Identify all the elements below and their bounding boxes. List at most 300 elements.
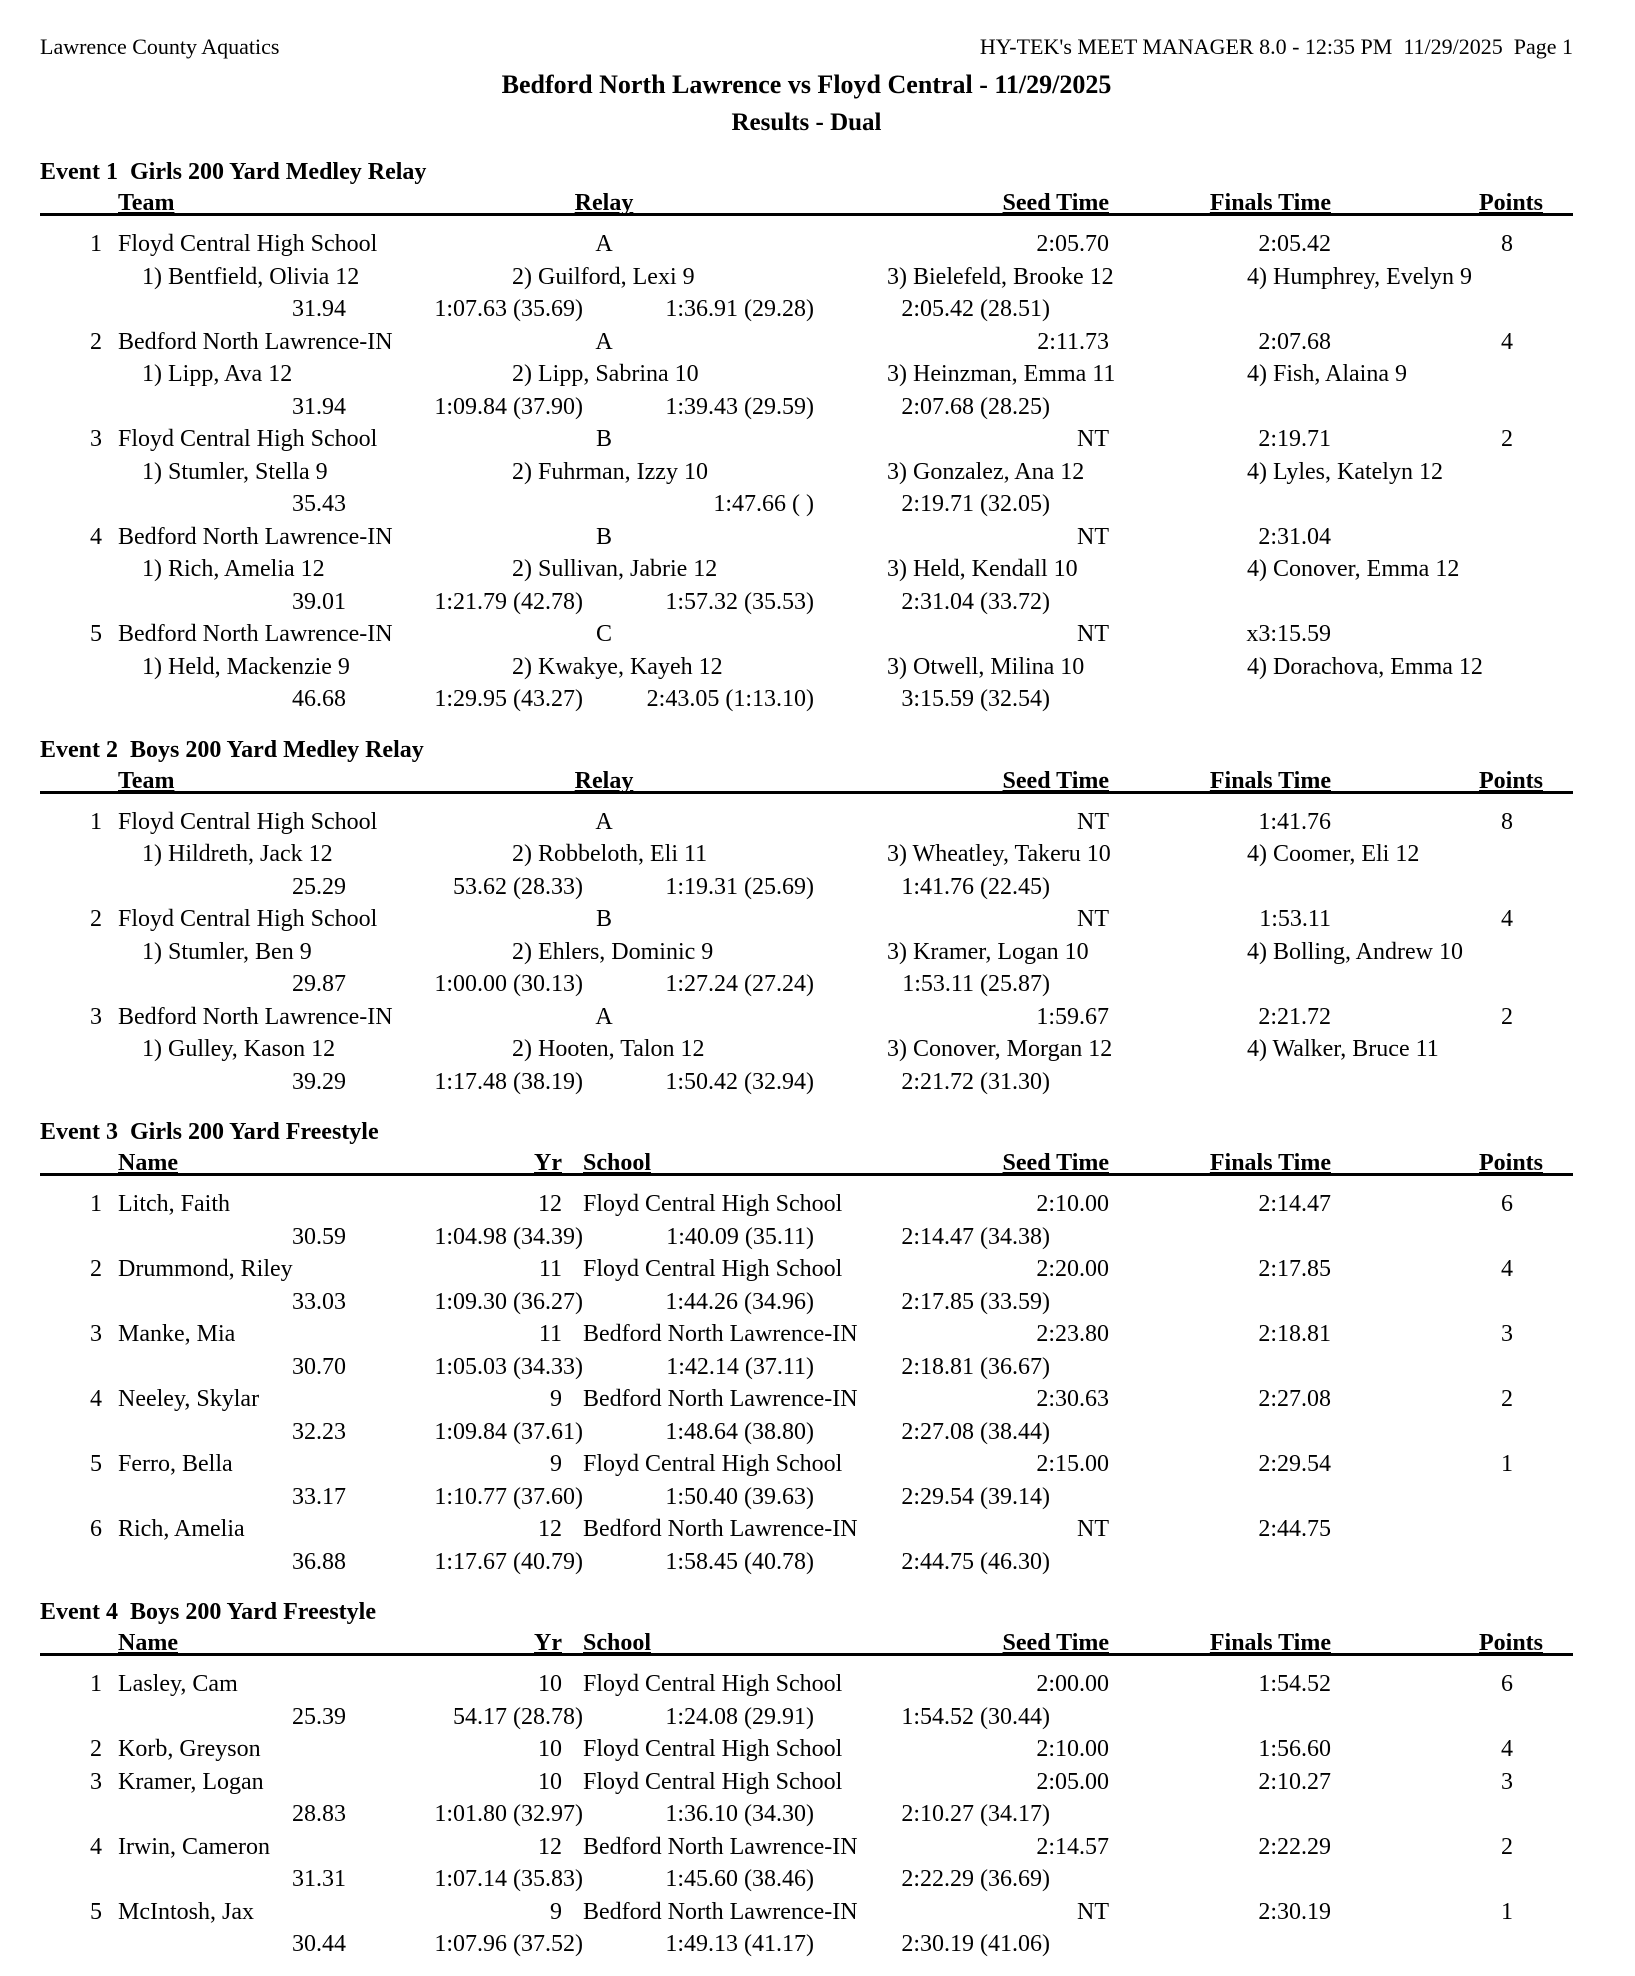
splits-row — [40, 1546, 1573, 1579]
finals-time: 1:53.11 — [1259, 906, 1331, 932]
split-time: 36.88 — [292, 1548, 346, 1575]
split-time: 2:05.42 (28.51) — [901, 296, 1050, 322]
split-time: 1:36.91 (29.28) — [665, 296, 814, 322]
points-value: 1 — [1501, 1451, 1513, 1477]
relay-swimmers-row — [40, 358, 1573, 391]
points-value: 2 — [1501, 1386, 1513, 1412]
col-header-yr: Yr — [534, 1150, 562, 1176]
points-value: 6 — [1501, 1191, 1513, 1217]
relay-swimmer-name: 4) Dorachova, Emma 12 — [1247, 653, 1483, 680]
split-time: 1:39.43 (29.59) — [665, 393, 814, 420]
split-time: 31.31 — [292, 1866, 346, 1892]
swimmer-name: McIntosh, Jax — [118, 1898, 254, 1925]
relay-swimmers-row — [40, 261, 1573, 294]
relay-swimmers-row — [40, 838, 1573, 871]
splits-row — [40, 1221, 1573, 1254]
finals-time: 2:07.68 — [1258, 328, 1331, 355]
individual-result-row — [40, 1896, 1573, 1929]
col-header-team: Team — [118, 767, 175, 794]
seed-time: 2:15.00 — [1036, 1451, 1109, 1477]
relay-swimmers-row — [40, 456, 1573, 489]
split-time: 2:07.68 (28.25) — [901, 393, 1050, 420]
team-name: Floyd Central High School — [118, 906, 378, 932]
split-time: 1:09.84 (37.90) — [434, 393, 583, 420]
splits-row — [40, 683, 1573, 716]
relay-result-row — [40, 326, 1573, 359]
relay-swimmer-name: 3) Bielefeld, Brooke 12 — [887, 263, 1114, 290]
col-header-points: Points — [1478, 767, 1543, 794]
swimmer-year: 9 — [550, 1386, 562, 1412]
split-time: 28.83 — [292, 1801, 346, 1827]
points-value: 2 — [1501, 426, 1513, 452]
finals-time: 1:56.60 — [1258, 1736, 1331, 1762]
relay-letter: A — [595, 1003, 613, 1030]
col-header-points: Points — [1478, 1630, 1543, 1656]
team-name: Floyd Central High School — [118, 231, 378, 257]
individual-result-row — [40, 1448, 1573, 1481]
split-time: 1:24.08 (29.91) — [665, 1703, 814, 1730]
seed-time: NT — [1077, 808, 1109, 835]
split-time: 39.29 — [292, 1068, 346, 1095]
relay-swimmer-name: 2) Hooten, Talon 12 — [512, 1036, 705, 1062]
split-time: 2:18.81 (36.67) — [901, 1353, 1050, 1380]
relay-result-row — [40, 1001, 1573, 1034]
finals-time: 2:05.42 — [1258, 231, 1331, 257]
seed-time: NT — [1077, 1898, 1109, 1925]
swimmer-name: Drummond, Riley — [118, 1256, 293, 1282]
individual-result-row — [40, 1733, 1573, 1766]
points-value: 2 — [1501, 1833, 1513, 1860]
relay-swimmer-name: 2) Ehlers, Dominic 9 — [512, 938, 714, 965]
relay-swimmer-name: 1) Bentfield, Olivia 12 — [142, 263, 360, 290]
swimmer-year: 10 — [538, 1768, 562, 1795]
swimmer-name: Irwin, Cameron — [118, 1833, 270, 1860]
finals-time: 2:10.27 — [1258, 1768, 1331, 1795]
results-header-row — [40, 190, 1573, 216]
relay-swimmer-name: 4) Coomer, Eli 12 — [1247, 841, 1420, 867]
split-time: 1:36.10 (34.30) — [665, 1801, 814, 1827]
team-name: Bedford North Lawrence-IN — [118, 621, 393, 647]
split-time: 30.44 — [292, 1931, 346, 1957]
place-number: 1 — [90, 1671, 102, 1697]
finals-time: 2:22.29 — [1258, 1833, 1331, 1860]
split-time: 1:58.45 (40.78) — [665, 1548, 814, 1575]
relay-letter: A — [595, 231, 613, 257]
relay-swimmer-name: 4) Fish, Alaina 9 — [1247, 361, 1407, 387]
split-time: 1:17.48 (38.19) — [434, 1068, 583, 1095]
relay-swimmer-name: 1) Hildreth, Jack 12 — [142, 841, 333, 867]
place-number: 1 — [90, 231, 102, 257]
swimmer-name: Neeley, Skylar — [118, 1386, 260, 1412]
seed-time: 2:30.63 — [1036, 1386, 1109, 1412]
event-title: Event 4 Boys 200 Yard Freestyle — [40, 1599, 376, 1625]
split-time: 1:50.42 (32.94) — [665, 1068, 814, 1095]
relay-swimmers-row — [40, 651, 1573, 684]
team-name: Bedford North Lawrence-IN — [118, 1003, 393, 1030]
split-time: 1:09.30 (36.27) — [434, 1288, 583, 1315]
points-value: 6 — [1501, 1671, 1513, 1697]
split-time: 33.03 — [292, 1288, 346, 1315]
splits-row — [40, 968, 1573, 1001]
event-title: Event 1 Girls 200 Yard Medley Relay — [40, 159, 427, 185]
event-title: Event 2 Boys 200 Yard Medley Relay — [40, 736, 424, 763]
split-time: 46.68 — [292, 686, 346, 712]
col-header-yr: Yr — [534, 1630, 562, 1656]
col-header-name: Name — [118, 1150, 178, 1176]
place-number: 5 — [90, 621, 102, 647]
relay-swimmer-name: 2) Kwakye, Kayeh 12 — [512, 653, 723, 680]
results-header-row — [40, 768, 1573, 794]
seed-time: NT — [1077, 1516, 1109, 1542]
split-time: 1:48.64 (38.80) — [665, 1418, 814, 1445]
seed-time: 2:20.00 — [1036, 1256, 1109, 1282]
relay-swimmer-name: 2) Guilford, Lexi 9 — [512, 263, 695, 290]
swimmer-year: 12 — [538, 1833, 562, 1860]
splits-row — [40, 1351, 1573, 1384]
split-time: 33.17 — [292, 1483, 346, 1510]
swimmer-name: Kramer, Logan — [118, 1768, 264, 1795]
split-time: 25.29 — [292, 873, 346, 900]
split-time: 1:53.11 (25.87) — [902, 971, 1050, 997]
split-time: 1:10.77 (37.60) — [434, 1483, 583, 1510]
split-time: 1:44.26 (34.96) — [665, 1288, 814, 1315]
swimmer-year: 10 — [538, 1671, 562, 1697]
col-header-team: Team — [118, 190, 175, 216]
points-value: 8 — [1501, 231, 1513, 257]
split-time: 2:10.27 (34.17) — [901, 1801, 1050, 1827]
relay-swimmer-name: 1) Stumler, Stella 9 — [142, 458, 328, 485]
relay-swimmer-name: 2) Robbeloth, Eli 11 — [512, 841, 708, 867]
splits-row — [40, 1798, 1573, 1831]
col-header-relay: Relay — [574, 190, 634, 216]
relay-swimmer-name: 1) Lipp, Ava 12 — [142, 361, 293, 387]
split-time: 1:05.03 (34.33) — [434, 1353, 583, 1380]
relay-letter: A — [595, 808, 613, 835]
splits-row — [40, 871, 1573, 904]
school-name: Bedford North Lawrence-IN — [583, 1516, 858, 1542]
split-time: 1:19.31 (25.69) — [665, 873, 814, 900]
relay-result-row — [40, 903, 1573, 936]
relay-result-row — [40, 228, 1573, 261]
splits-row — [40, 293, 1573, 326]
finals-time: 2:31.04 — [1258, 523, 1331, 550]
events-list — [40, 156, 1573, 1961]
finals-time: 2:27.08 — [1258, 1386, 1331, 1412]
finals-time: 2:18.81 — [1258, 1321, 1331, 1347]
split-time: 54.17 (28.78) — [453, 1703, 583, 1730]
split-time: 1:50.40 (39.63) — [665, 1483, 814, 1510]
seed-time: NT — [1077, 621, 1109, 647]
relay-letter: A — [595, 328, 613, 355]
school-name: Floyd Central High School — [583, 1256, 843, 1282]
col-header-school: School — [583, 1630, 652, 1656]
swimmer-year: 11 — [538, 1321, 562, 1347]
split-time: 1:40.09 (35.11) — [666, 1223, 814, 1250]
col-header-finals-time: Finals Time — [1209, 1150, 1331, 1176]
seed-time: 1:59.67 — [1036, 1003, 1109, 1030]
split-time: 53.62 (28.33) — [453, 873, 583, 900]
place-number: 2 — [90, 906, 102, 932]
finals-time: 2:17.85 — [1258, 1256, 1331, 1282]
relay-swimmers-row — [40, 936, 1573, 969]
split-time: 1:17.67 (40.79) — [434, 1548, 583, 1575]
relay-swimmer-name: 4) Lyles, Katelyn 12 — [1247, 458, 1443, 485]
split-time: 1:21.79 (42.78) — [434, 588, 583, 615]
split-time: 35.43 — [292, 491, 346, 517]
team-name: Floyd Central High School — [118, 808, 378, 835]
splits-row — [40, 1066, 1573, 1099]
seed-time: 2:10.00 — [1036, 1736, 1109, 1762]
split-time: 1:07.63 (35.69) — [434, 296, 583, 322]
splits-row — [40, 391, 1573, 424]
swimmer-name: Rich, Amelia — [118, 1516, 245, 1542]
relay-swimmer-name: 3) Gonzalez, Ana 12 — [887, 458, 1085, 485]
split-time: 30.59 — [292, 1223, 346, 1250]
split-time: 1:09.84 (37.61) — [434, 1418, 583, 1445]
col-header-name: Name — [118, 1630, 178, 1656]
report-subtitle: Results - Dual — [731, 109, 882, 136]
split-time: 2:31.04 (33.72) — [901, 588, 1050, 615]
split-time: 2:43.05 (1:13.10) — [646, 686, 814, 712]
split-time: 31.94 — [292, 393, 346, 420]
seed-time: 2:00.00 — [1036, 1671, 1109, 1697]
place-number: 6 — [90, 1516, 102, 1542]
splits-row — [40, 1481, 1573, 1514]
team-name: Floyd Central High School — [118, 426, 378, 452]
relay-swimmer-name: 3) Otwell, Milina 10 — [887, 653, 1085, 680]
split-time: 29.87 — [292, 971, 346, 997]
points-value: 8 — [1501, 808, 1513, 835]
relay-swimmer-name: 3) Held, Kendall 10 — [887, 556, 1078, 582]
seed-time: 2:23.80 — [1036, 1321, 1109, 1347]
swimmer-name: Manke, Mia — [118, 1321, 236, 1347]
swimmer-name: Ferro, Bella — [118, 1451, 233, 1477]
swimmer-year: 9 — [550, 1898, 562, 1925]
finals-time: 2:14.47 — [1258, 1191, 1331, 1217]
event-section — [40, 734, 1573, 1099]
split-time: 2:17.85 (33.59) — [901, 1288, 1050, 1315]
individual-result-row — [40, 1831, 1573, 1864]
split-time: 1:47.66 ( ) — [713, 491, 814, 517]
split-time: 1:01.80 (32.97) — [434, 1801, 583, 1827]
place-number: 2 — [90, 1736, 102, 1762]
finals-time: 2:44.75 — [1258, 1516, 1331, 1542]
swimmer-year: 11 — [538, 1256, 562, 1282]
finals-time: 2:19.71 — [1258, 426, 1331, 452]
place-number: 4 — [90, 523, 102, 550]
place-number: 3 — [90, 1003, 102, 1030]
relay-swimmer-name: 4) Bolling, Andrew 10 — [1247, 938, 1463, 965]
event-title: Event 3 Girls 200 Yard Freestyle — [40, 1119, 379, 1145]
split-time: 2:14.47 (34.38) — [901, 1223, 1050, 1250]
place-number: 5 — [90, 1451, 102, 1477]
software-credit: HY-TEK's MEET MANAGER 8.0 - 12:35 PM 11/29/2025 Page 1 — [979, 34, 1573, 59]
relay-letter: B — [595, 426, 612, 452]
event-section — [40, 1116, 1573, 1578]
relay-letter: B — [595, 906, 612, 932]
individual-result-row — [40, 1766, 1573, 1799]
place-number: 2 — [90, 1256, 102, 1282]
finals-time: 1:41.76 — [1258, 808, 1331, 835]
splits-row — [40, 1286, 1573, 1319]
split-time: 2:22.29 (36.69) — [901, 1866, 1050, 1892]
split-time: 1:29.95 (43.27) — [434, 686, 583, 712]
seed-time: NT — [1077, 906, 1109, 932]
seed-time: 2:11.73 — [1037, 328, 1109, 355]
event-section — [40, 156, 1573, 716]
team-name: Bedford North Lawrence-IN — [118, 523, 393, 550]
split-time: 1:41.76 (22.45) — [901, 873, 1050, 900]
finals-time: 1:54.52 — [1258, 1671, 1331, 1697]
individual-result-row — [40, 1253, 1573, 1286]
swimmer-name: Lasley, Cam — [118, 1671, 238, 1697]
place-number: 3 — [90, 426, 102, 452]
meet-title: Bedford North Lawrence vs Floyd Central - 11/29/2025 — [501, 70, 1112, 99]
col-header-seed-time: Seed Time — [1002, 190, 1109, 216]
swimmer-year: 12 — [538, 1191, 562, 1217]
split-time: 32.23 — [292, 1418, 346, 1445]
place-number: 4 — [90, 1833, 102, 1860]
relay-result-row — [40, 618, 1573, 651]
split-time: 1:54.52 (30.44) — [901, 1703, 1050, 1730]
split-time: 1:00.00 (30.13) — [434, 971, 583, 997]
col-header-seed-time: Seed Time — [1002, 1630, 1109, 1656]
points-value: 4 — [1501, 1256, 1513, 1282]
relay-swimmer-name: 2) Fuhrman, Izzy 10 — [512, 458, 708, 485]
splits-row — [40, 586, 1573, 619]
col-header-finals-time: Finals Time — [1209, 190, 1331, 216]
place-number: 3 — [90, 1321, 102, 1347]
points-value: 4 — [1501, 906, 1513, 932]
relay-swimmer-name: 3) Kramer, Logan 10 — [887, 938, 1089, 965]
relay-swimmer-name: 1) Stumler, Ben 9 — [142, 938, 312, 965]
splits-row — [40, 1701, 1573, 1734]
points-value: 3 — [1501, 1321, 1513, 1347]
school-name: Bedford North Lawrence-IN — [583, 1386, 858, 1412]
relay-result-row — [40, 806, 1573, 839]
team-name: Bedford North Lawrence-IN — [118, 328, 393, 355]
swimmer-year: 10 — [538, 1736, 562, 1762]
split-time: 30.70 — [292, 1353, 346, 1380]
points-value: 4 — [1501, 328, 1513, 355]
points-value: 4 — [1501, 1736, 1513, 1762]
school-name: Floyd Central High School — [583, 1768, 843, 1795]
split-time: 2:27.08 (38.44) — [901, 1418, 1050, 1445]
relay-swimmer-name: 3) Wheatley, Takeru 10 — [887, 841, 1111, 867]
facility-name: Lawrence County Aquatics — [40, 34, 280, 59]
col-header-finals-time: Finals Time — [1209, 767, 1331, 794]
place-number: 1 — [90, 1191, 102, 1217]
finals-time: 2:29.54 — [1258, 1451, 1331, 1477]
split-time: 2:29.54 (39.14) — [901, 1483, 1050, 1510]
split-time: 2:19.71 (32.05) — [901, 491, 1050, 517]
place-number: 1 — [90, 808, 102, 835]
school-name: Floyd Central High School — [583, 1736, 843, 1762]
finals-time: 2:21.72 — [1258, 1003, 1331, 1030]
split-time: 1:07.96 (37.52) — [434, 1931, 583, 1957]
results-header-row — [40, 1630, 1573, 1656]
col-header-points: Points — [1478, 190, 1543, 216]
seed-time: NT — [1077, 523, 1109, 550]
place-number: 3 — [90, 1768, 102, 1795]
split-time: 31.94 — [292, 296, 346, 322]
relay-swimmer-name: 3) Heinzman, Emma 11 — [887, 361, 1116, 387]
col-header-relay: Relay — [574, 767, 634, 794]
splits-row — [40, 1863, 1573, 1896]
relay-swimmer-name: 1) Rich, Amelia 12 — [142, 556, 325, 582]
relay-swimmer-name: 2) Lipp, Sabrina 10 — [512, 361, 699, 387]
points-value: 3 — [1501, 1768, 1513, 1795]
relay-letter: C — [595, 621, 612, 647]
splits-row — [40, 1928, 1573, 1961]
document-header — [40, 34, 1573, 60]
relay-swimmer-name: 2) Sullivan, Jabrie 12 — [512, 556, 718, 582]
col-header-points: Points — [1478, 1150, 1543, 1176]
place-number: 4 — [90, 1386, 102, 1412]
points-value: 1 — [1501, 1898, 1513, 1925]
split-time: 1:57.32 (35.53) — [665, 588, 814, 615]
individual-result-row — [40, 1318, 1573, 1351]
relay-swimmer-name: 3) Conover, Morgan 12 — [887, 1036, 1113, 1062]
seed-time: 2:05.70 — [1036, 231, 1109, 257]
relay-swimmer-name: 4) Conover, Emma 12 — [1247, 556, 1460, 582]
relay-swimmer-name: 4) Humphrey, Evelyn 9 — [1247, 263, 1473, 290]
relay-result-row — [40, 521, 1573, 554]
split-time: 25.39 — [292, 1703, 346, 1730]
relay-swimmers-row — [40, 553, 1573, 586]
school-name: Bedford North Lawrence-IN — [583, 1898, 858, 1925]
split-time: 2:30.19 (41.06) — [901, 1931, 1050, 1957]
finals-time: 2:30.19 — [1258, 1898, 1331, 1925]
swimmer-year: 9 — [550, 1451, 562, 1477]
place-number: 2 — [90, 328, 102, 355]
split-time: 1:04.98 (34.39) — [434, 1223, 583, 1250]
col-header-finals-time: Finals Time — [1209, 1630, 1331, 1656]
split-time: 1:45.60 (38.46) — [665, 1866, 814, 1892]
school-name: Floyd Central High School — [583, 1671, 843, 1697]
school-name: Bedford North Lawrence-IN — [583, 1833, 858, 1860]
results-header-row — [40, 1150, 1573, 1176]
relay-swimmer-name: 4) Walker, Bruce 11 — [1247, 1036, 1439, 1062]
individual-result-row — [40, 1668, 1573, 1701]
school-name: Floyd Central High School — [583, 1451, 843, 1477]
relay-result-row — [40, 423, 1573, 456]
individual-result-row — [40, 1383, 1573, 1416]
school-name: Floyd Central High School — [583, 1191, 843, 1217]
relay-swimmer-name: 1) Gulley, Kason 12 — [142, 1036, 336, 1062]
split-time: 3:15.59 (32.54) — [901, 686, 1050, 712]
splits-row — [40, 1416, 1573, 1449]
swimmer-name: Korb, Greyson — [118, 1736, 261, 1762]
split-time: 39.01 — [292, 588, 346, 615]
event-section — [40, 1596, 1573, 1961]
relay-swimmers-row — [40, 1033, 1573, 1066]
individual-result-row — [40, 1188, 1573, 1221]
seed-time: 2:05.00 — [1036, 1768, 1109, 1795]
finals-time: x3:15.59 — [1246, 621, 1331, 647]
col-header-seed-time: Seed Time — [1002, 1150, 1109, 1176]
school-name: Bedford North Lawrence-IN — [583, 1321, 858, 1347]
place-number: 5 — [90, 1898, 102, 1925]
split-time: 1:42.14 (37.11) — [666, 1353, 814, 1380]
swimmer-year: 12 — [538, 1516, 562, 1542]
relay-swimmer-name: 1) Held, Mackenzie 9 — [142, 653, 350, 680]
split-time: 2:44.75 (46.30) — [901, 1548, 1050, 1575]
seed-time: 2:10.00 — [1036, 1191, 1109, 1217]
splits-row — [40, 488, 1573, 521]
points-value: 2 — [1501, 1003, 1513, 1030]
split-time: 1:27.24 (27.24) — [665, 971, 814, 997]
